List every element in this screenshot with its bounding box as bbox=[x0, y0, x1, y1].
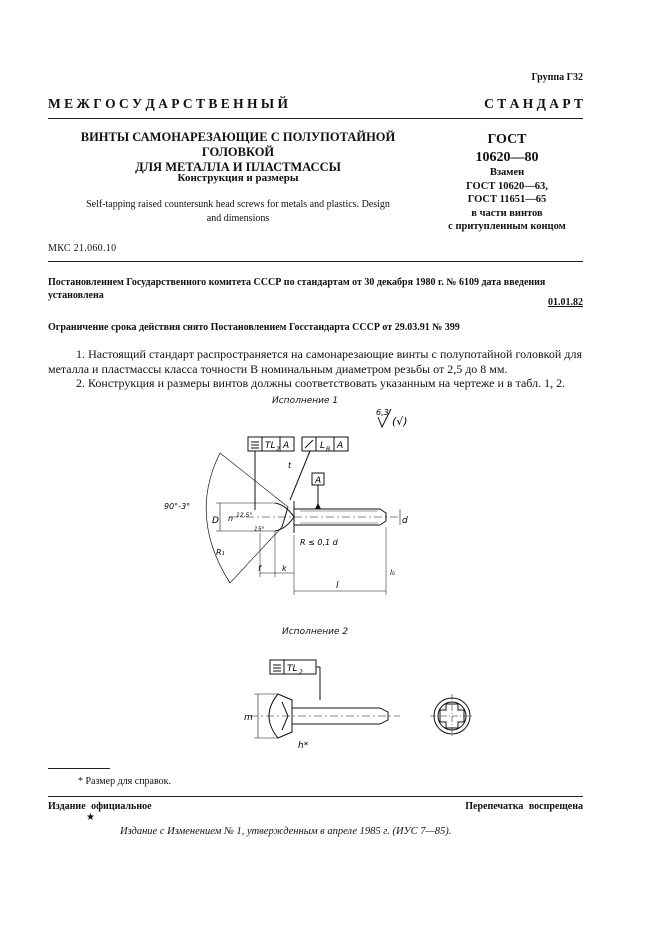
dim-l0: l₀ bbox=[390, 569, 395, 577]
restriction-note: Ограничение срока действия снято Постановлением Госстандарта СССР от 29.03.91 № 399 bbox=[48, 322, 460, 333]
roughness-value: 6,3 bbox=[376, 408, 389, 417]
replaces-line-4: с притупленным концом bbox=[448, 221, 566, 232]
dim-r: R ≤ 0,1 d bbox=[300, 538, 338, 547]
banner-right: С Т А Н Д А Р Т bbox=[484, 96, 583, 111]
tolerance-3-subscript: 2 bbox=[299, 669, 303, 676]
replaces-block bbox=[430, 166, 584, 234]
dim-l: l bbox=[336, 581, 339, 591]
dim-r1: R₁ bbox=[216, 548, 225, 557]
dim-angle-15: 15° bbox=[254, 526, 265, 533]
replaces-label: Взамен bbox=[489, 167, 525, 178]
reprint-notice: Перепечатка воспрещена bbox=[465, 801, 583, 812]
tolerance-2-value: L bbox=[320, 441, 326, 451]
decree-text: Постановлением Государственного комитета СССР по стандартам от 30 декабря 1980 г. № 6109 дата введения установлена bbox=[48, 277, 546, 301]
dim-angle-small: 12,5° bbox=[236, 512, 253, 519]
tolerance-1-datum: A bbox=[283, 441, 290, 451]
dim-k: k bbox=[282, 564, 287, 573]
english-title bbox=[48, 198, 428, 226]
header-rule bbox=[48, 118, 583, 119]
dim-d-small: d bbox=[402, 516, 408, 526]
group-code: Группа Г32 bbox=[531, 72, 583, 83]
variant-2-label: Исполнение 2 bbox=[282, 627, 349, 637]
gost-number-block bbox=[430, 131, 584, 167]
changes-note: Издание с Изменением № 1, утвержденным в апреле 1985 г. (ИУС 7—85). bbox=[120, 826, 452, 837]
tolerance-1-value: TL bbox=[265, 441, 276, 451]
gost-label: ГОСТ bbox=[487, 132, 527, 147]
footnote: * Размер для справок. bbox=[78, 776, 171, 787]
title-line-1: ВИНТЫ САМОНАРЕЗАЮЩИЕ С ПОЛУПОТАЙНОЙ ГОЛОВКОЙ bbox=[80, 130, 396, 159]
drawing-variant-2 bbox=[230, 650, 490, 760]
drawing-variant-1 bbox=[150, 405, 410, 605]
dim-m: m bbox=[244, 713, 253, 723]
footer-rule bbox=[48, 796, 583, 797]
datum-label: A bbox=[315, 476, 322, 486]
banner-left: М Е Ж Г О С У Д А Р С Т В Е Н Н Ы Й bbox=[48, 96, 289, 111]
tolerance-3-value: TL bbox=[287, 664, 298, 674]
document-title bbox=[48, 130, 428, 175]
introduction-date: 01.01.82 bbox=[548, 297, 583, 308]
dim-h: h* bbox=[298, 741, 309, 751]
gost-number: 10620—80 bbox=[475, 150, 539, 165]
mks-rule bbox=[48, 261, 583, 262]
english-title-line-2: and dimensions bbox=[206, 213, 270, 224]
tolerance-1-subscript: 2 bbox=[276, 446, 280, 453]
angle-label: 90°-3° bbox=[164, 502, 191, 511]
replaces-line-2: ГОСТ 11651—65 bbox=[467, 194, 547, 205]
title-line-2: ДЛЯ МЕТАЛЛА И ПЛАСТМАССЫ bbox=[135, 160, 341, 174]
document-subtitle: Конструкция и размеры bbox=[177, 172, 299, 184]
dim-d-large: D bbox=[212, 516, 219, 526]
paragraph-2: 2. Конструкция и размеры винтов должны соответствовать указанным на чертеже и в табл. 1, 2. bbox=[76, 376, 566, 390]
variant-1-label: Исполнение 1 bbox=[272, 396, 339, 406]
tolerance-2-datum: A bbox=[337, 441, 344, 451]
english-title-line-1: Self-tapping raised countersunk head screws for metals and plastics. Design bbox=[86, 199, 390, 210]
mks-code: МКС 21.060.10 bbox=[48, 243, 117, 254]
dim-n: n bbox=[228, 514, 234, 523]
edition-label: Издание официальное bbox=[48, 801, 152, 812]
dim-f: f bbox=[258, 564, 261, 573]
tolerance-2-subscript: B bbox=[326, 446, 331, 453]
star-icon: ★ bbox=[86, 812, 95, 823]
roughness-paren: (√) bbox=[392, 415, 408, 428]
dim-t: t bbox=[288, 461, 292, 470]
footnote-rule bbox=[48, 768, 110, 769]
standard-banner bbox=[48, 96, 583, 112]
paragraph-1: 1. Настоящий стандарт распространяется на самонарезающие винты с полупотайной головкой для металла и пластмассы класса точности В номинальным диаметром резьбы от 2,5 до 8 мм. bbox=[48, 347, 582, 376]
replaces-line-3: в части винтов bbox=[471, 207, 543, 219]
replaces-line-1: ГОСТ 10620—63, bbox=[466, 180, 548, 192]
